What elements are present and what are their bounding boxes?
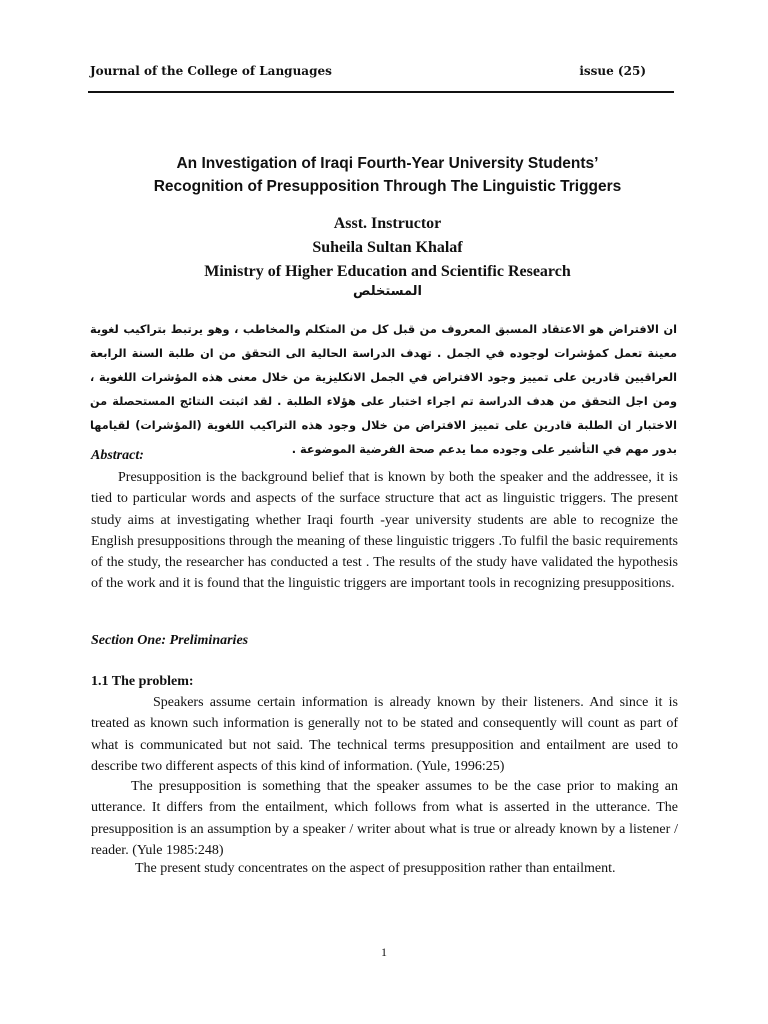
arabic-abstract-text: ان الافتراض هو الاعتقاد المسبق المعروف من قبل كل من المتكلم والمخاطب ، وهو يرتبط بتراكيب لغوية معينة تعمل كمؤشرات لوجوده في الجمل . تهدف الدراسة الحالية الى التحقق من ان طلبة السنة الرابعة العراقيين قادرين على تمييز وجود الافتراض في الجمل الانكليزية من خلال معنى هذه المؤشرات اللغوية ، ومن اجل التحقق من هدف الدراسة تم اجراء اختبار على هؤلاء الطلبة . لقد اثبتت النتائج المستحصلة من الاختبار ان الطلبة قادرين على تمييز الافتراض من خلال وجود هذه التراكيب اللغوية (المؤشرات) لقيامها بدور مهم في التأشير على وجوده مما يدعم صحة الفرضية الموضوعة . [90,323,677,456]
page-number: 1 [381,945,387,959]
abstract-heading: Abstract: [91,448,144,463]
journal-name: Journal of the College of Languages [90,64,332,78]
title-line-2: Recognition of Presupposition Through The Linguistic Triggers [153,178,622,195]
problem-paragraph-3: The present study concentrates on the aspect of presupposition rather than entailment. [135,861,616,876]
section-one-heading: Section One: Preliminaries [91,633,249,648]
running-header [90,60,646,82]
abstract-text: Presupposition is the background belief that is known by both the speaker and the addressee, it is tied to particular words and aspects of the surface structure that act as linguistic triggers. The present study aims at investigating whether Iraqi fourth -year university students are able to recognize the English presuppositions through the meaning of these linguistic triggers .To fulfil the basic requirements of the study, the researcher has conducted a test . The results of the study have validated the hypothesis of the work and it is found that the linguistic triggers are important tools in recognizing presuppositions. [91,470,678,592]
title-line-1: An Investigation of Iraqi Fourth-Year University Students’ [176,155,599,172]
header-divider [88,91,674,93]
problem-subheading: 1.1 The problem: [91,674,194,689]
author-position: Asst. Instructor [333,215,442,232]
author-block [80,212,695,284]
problem-paragraph-2: The presupposition is something that the speaker assumes to be the case prior to making an utterance. It differs from the entailment, which follows from what is asserted in the utterance. The presupposition is an assumption by a speaker / writer about what is true or already known by a listener / reader. (Yule 1985:248) [91,779,678,858]
author-name: Suheila Sultan Khalaf [312,239,463,256]
author-affiliation: Ministry of Higher Education and Scientific Research [204,263,571,280]
problem-paragraph-1: Speakers assume certain information is already known by their listeners. And since it is treated as known such information is generally not to be stated and consequently will count as part of what is communicated but not said. The technical terms presupposition and entailment are used to describe two different aspects of this kind of information. (Yule, 1996:25) [91,695,678,774]
paper-title [80,152,695,198]
issue-number: issue (25) [579,64,646,78]
arabic-abstract-heading: المستخلص [353,284,422,299]
